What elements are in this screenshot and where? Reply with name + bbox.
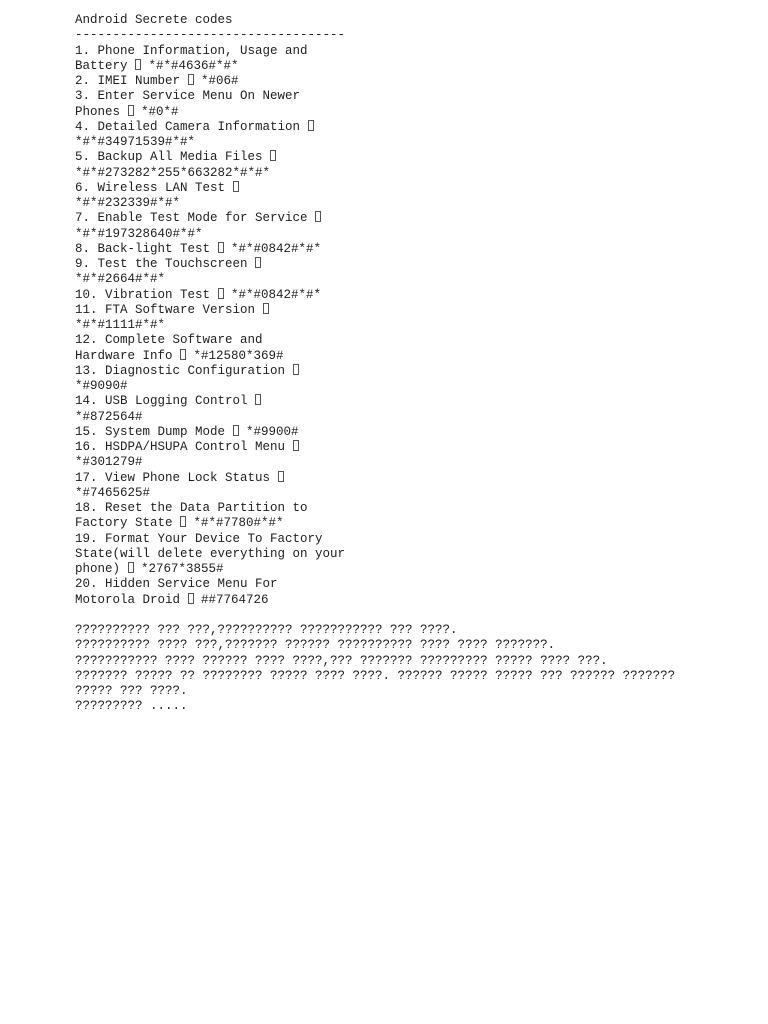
footer-line: ??????? ????? ?? ???????? ????? ???? ????. ?????? ????? ????? ??? ?????? ??????? — [75, 668, 676, 683]
footer-line: ????????? ..... — [75, 699, 188, 714]
missing-glyph-icon — [233, 425, 239, 436]
code-item-line: Motorola Droid ##7764726 — [75, 592, 269, 607]
footer-line: ?????????? ???? ???,??????? ?????? ?????????? ???? ???? ???????. — [75, 638, 556, 653]
code-item-line: 6. Wireless LAN Test — [75, 181, 755, 196]
code-item-line: Phones *#0*# — [75, 104, 179, 119]
missing-glyph-icon — [180, 349, 186, 360]
code-item-line: 19. Format Your Device To Factory — [75, 531, 323, 546]
code-item-line: 20. Hidden Service Menu For — [75, 577, 278, 592]
code-item-line: 7. Enable Test Mode for Service — [75, 211, 755, 226]
code-item-line: Factory State *#*#7780#*#* — [75, 516, 284, 531]
codes-list — [75, 44, 755, 608]
missing-glyph-icon — [270, 150, 276, 161]
code-item-line: *#301279# — [75, 455, 143, 470]
missing-glyph-icon — [218, 242, 224, 253]
code-item-line: 14. USB Logging Control — [75, 394, 755, 409]
code-item-line: Hardware Info *#12580*369# — [75, 348, 284, 363]
code-item-line: 5. Backup All Media Files — [75, 150, 755, 165]
code-item-line: State(will delete everything on your — [75, 546, 346, 561]
footer-line: ?????????? ??? ???,?????????? ??????????? ??? ????. — [75, 623, 458, 637]
code-item-line: 4. Detailed Camera Information — [75, 120, 755, 135]
section-gap — [75, 608, 755, 623]
missing-glyph-icon — [128, 562, 134, 573]
missing-glyph-icon — [278, 471, 284, 482]
missing-glyph-icon — [255, 257, 261, 268]
code-item-line: *#*#197328640#*#* — [75, 226, 203, 241]
code-item-line: 16. HSDPA/HSUPA Control Menu — [75, 440, 755, 455]
missing-glyph-icon — [293, 364, 299, 375]
code-item-line: *#*#1111#*#* — [75, 318, 166, 332]
missing-glyph-icon — [188, 593, 194, 604]
code-item-line: Battery *#*#4636#*#* — [75, 58, 239, 73]
code-item-line: 2. IMEI Number *#06# — [75, 74, 239, 88]
code-item-line: 9. Test the Touchscreen — [75, 257, 755, 272]
code-item-line: *#*#232339#*#* — [75, 196, 181, 210]
document-page — [75, 13, 755, 715]
missing-glyph-icon — [218, 288, 224, 299]
code-item-line: *#7465625# — [75, 485, 151, 500]
code-item-line: *#*#273282*255*663282*#*#* — [75, 165, 271, 180]
missing-glyph-icon — [135, 59, 141, 70]
code-item-line: 13. Diagnostic Configuration — [75, 364, 755, 379]
code-item-line: 3. Enter Service Menu On Newer — [75, 89, 301, 104]
footer-text — [75, 623, 755, 715]
missing-glyph-icon — [308, 120, 314, 131]
code-item-line: 12. Complete Software and — [75, 333, 263, 348]
missing-glyph-icon — [255, 394, 261, 405]
code-item-line: *#872564# — [75, 409, 143, 424]
code-item-line: 1. Phone Information, Usage and — [75, 43, 308, 58]
code-item-line: 18. Reset the Data Partition to — [75, 501, 308, 515]
missing-glyph-icon — [128, 105, 134, 116]
code-item-line: 17. View Phone Lock Status — [75, 471, 755, 486]
missing-glyph-icon — [293, 440, 299, 451]
footer-line: ????? ??? ????. — [75, 684, 188, 698]
missing-glyph-icon — [233, 181, 239, 192]
missing-glyph-icon — [180, 516, 186, 527]
title-rule: ------------------------------------ — [75, 28, 346, 43]
missing-glyph-icon — [315, 211, 321, 222]
code-item-line: *#9090# — [75, 379, 128, 393]
code-item-line: phone) *2767*3855# — [75, 562, 224, 576]
code-item-line: 15. System Dump Mode *#9900# — [75, 424, 299, 439]
code-item-line: 11. FTA Software Version — [75, 303, 755, 318]
missing-glyph-icon — [263, 303, 269, 314]
document-title: Android Secrete codes — [75, 13, 233, 27]
code-item-line: *#*#2664#*#* — [75, 272, 166, 287]
code-item-line: *#*#34971539#*#* — [75, 135, 196, 149]
code-item-line: 8. Back-light Test *#*#0842#*#* — [75, 241, 322, 256]
footer-line: ??????????? ???? ?????? ???? ????,??? ??????? ????????? ????? ???? ???. — [75, 653, 608, 668]
code-item-line: 10. Vibration Test *#*#0842#*#* — [75, 287, 322, 302]
missing-glyph-icon — [188, 74, 194, 85]
